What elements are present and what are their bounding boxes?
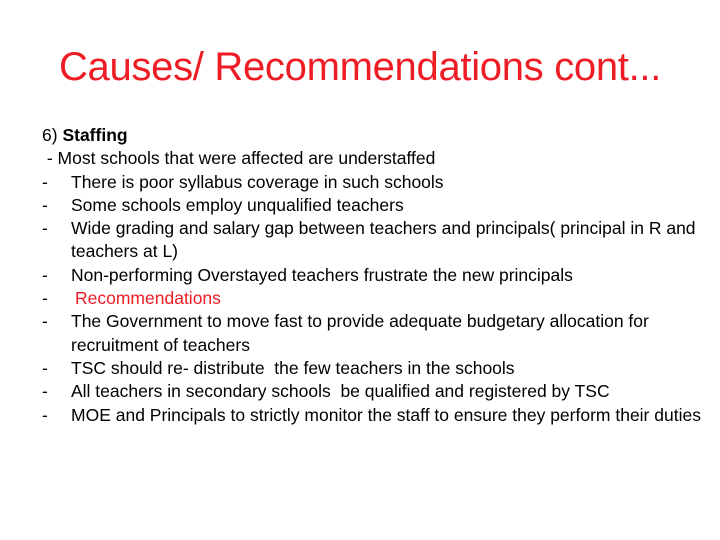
slide-title: Causes/ Recommendations cont... bbox=[58, 45, 662, 89]
bullet-item bbox=[42, 404, 702, 427]
section-label: Staffing bbox=[62, 125, 128, 145]
bullet-list bbox=[42, 171, 702, 427]
bullet-item bbox=[42, 194, 702, 217]
bullet-item bbox=[42, 171, 702, 194]
bullet-dash: - bbox=[42, 357, 48, 378]
bullet-text: MOE and Principals to strictly monitor the staff to ensure they perform their duties bbox=[71, 404, 701, 425]
section-heading bbox=[42, 124, 702, 147]
bullet-text: There is poor syllabus coverage in such schools bbox=[71, 171, 444, 192]
bullet-text: The Government to move fast to provide adequate budgetary allocation for recruitment of teachers bbox=[71, 311, 649, 355]
bullet-text: TSC should re- distribute the few teachers in the schools bbox=[71, 357, 515, 378]
bullet-item bbox=[42, 287, 702, 310]
bullet-text: Non-performing Overstayed teachers frustrate the new principals bbox=[71, 264, 573, 285]
bullet-dash: - bbox=[42, 218, 48, 239]
bullet-dash: - bbox=[42, 171, 48, 192]
bullet-item bbox=[42, 357, 702, 380]
bullet-dash: - bbox=[42, 264, 48, 285]
section-number: 6) bbox=[42, 125, 58, 145]
intro-line: - Most schools that were affected are understaffed bbox=[42, 148, 436, 169]
bullet-item bbox=[42, 310, 702, 357]
bullet-text: Wide grading and salary gap between teachers and principals( principal in R and teachers at L) bbox=[71, 218, 696, 262]
bullet-dash: - bbox=[42, 381, 48, 402]
bullet-dash: - bbox=[42, 288, 48, 309]
bullet-item bbox=[42, 264, 702, 287]
bullet-dash: - bbox=[42, 194, 48, 215]
recommendations-heading: Recommendations bbox=[75, 288, 221, 309]
bullet-dash: - bbox=[42, 311, 48, 332]
bullet-dash: - bbox=[42, 404, 48, 425]
bullet-text: All teachers in secondary schools be qualified and registered by TSC bbox=[71, 381, 610, 402]
bullet-item bbox=[42, 380, 702, 403]
bullet-item bbox=[42, 217, 702, 264]
slide-body bbox=[42, 124, 702, 427]
bullet-text: Some schools employ unqualified teachers bbox=[71, 194, 404, 215]
